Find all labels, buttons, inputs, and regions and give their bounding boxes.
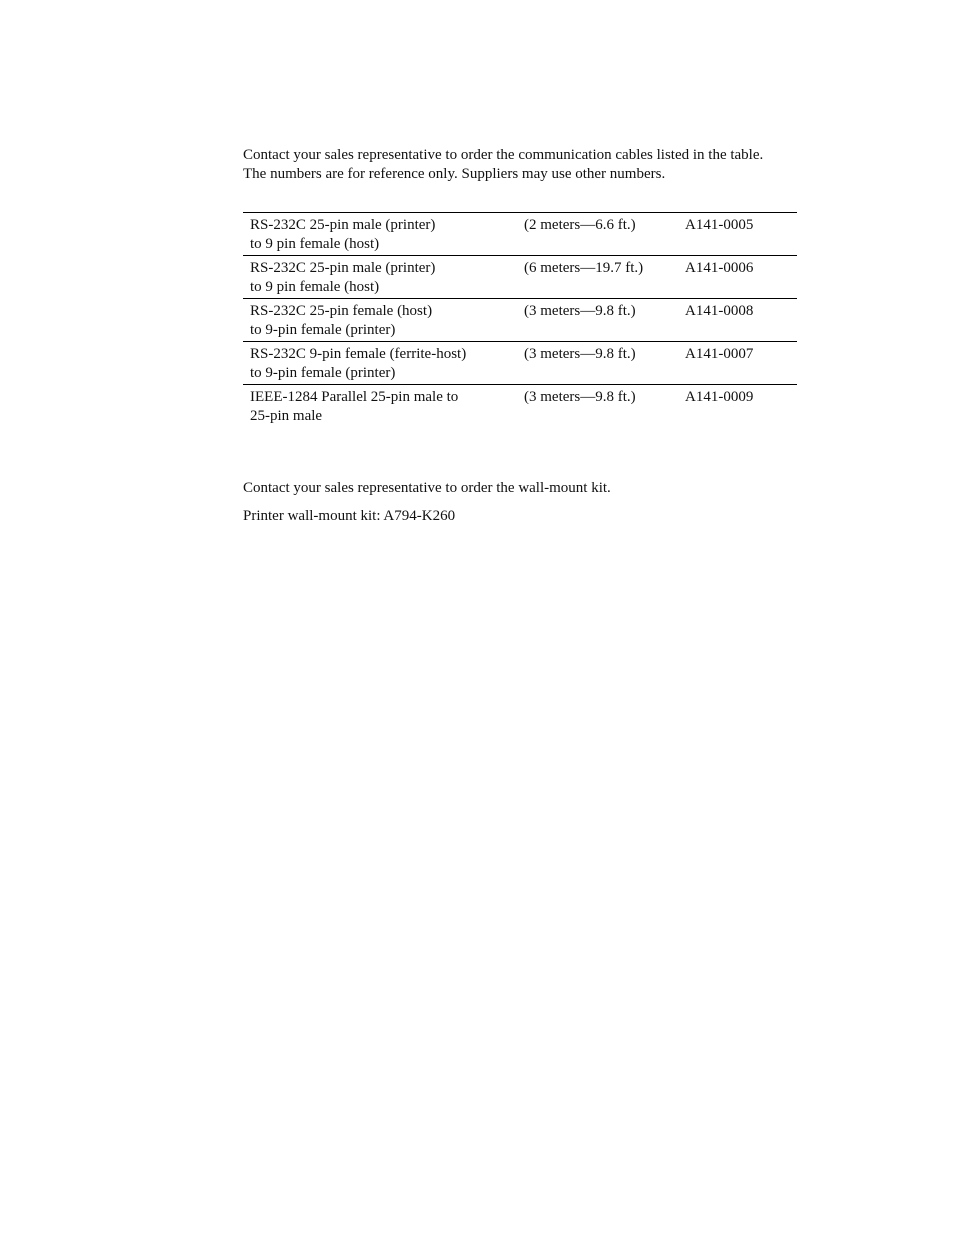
cable-description-line-1: RS-232C 25-pin male (printer) xyxy=(250,217,436,233)
cable-description xyxy=(243,213,524,256)
cable-part-number: A141-0006 xyxy=(685,260,754,276)
cable-length: (3 meters—9.8 ft.) xyxy=(524,346,636,362)
table-row xyxy=(243,385,797,428)
cable-description-line-1: RS-232C 25-pin female (host) xyxy=(250,303,433,319)
cable-description xyxy=(243,342,524,385)
cable-length: (2 meters—6.6 ft.) xyxy=(524,217,636,233)
cable-description-line-1: RS-232C 25-pin male (printer) xyxy=(250,260,436,276)
cable-length: (6 meters—19.7 ft.) xyxy=(524,260,644,276)
cables-intro-line-2: The numbers are for reference only. Suppliers may use other numbers. xyxy=(243,165,666,182)
cable-part-number: A141-0005 xyxy=(685,217,754,233)
cable-description-line-1: RS-232C 9-pin female (ferrite-host) xyxy=(250,346,467,362)
cable-description xyxy=(243,256,524,299)
cable-table xyxy=(243,212,797,428)
cable-description-line-2: 25-pin male xyxy=(250,408,323,424)
table-row xyxy=(243,213,797,256)
wallmount-intro-text: Contact your sales representative to order the wall-mount kit. xyxy=(243,480,611,496)
cable-part-number: A141-0008 xyxy=(685,303,754,319)
cable-description xyxy=(243,385,524,428)
cable-description-line-2: to 9 pin female (host) xyxy=(250,279,380,295)
cable-description-line-1: IEEE-1284 Parallel 25-pin male to xyxy=(250,389,459,405)
cable-part-number: A141-0007 xyxy=(685,346,754,362)
cable-length: (3 meters—9.8 ft.) xyxy=(524,389,636,405)
cable-length: (3 meters—9.8 ft.) xyxy=(524,303,636,319)
table-row xyxy=(243,342,797,385)
cable-description-line-2: to 9 pin female (host) xyxy=(250,236,380,252)
table-row xyxy=(243,299,797,342)
cable-description xyxy=(243,299,524,342)
table-row xyxy=(243,256,797,299)
wallmount-kit-part-number: Printer wall-mount kit: A794-K260 xyxy=(243,508,456,524)
cable-description-line-2: to 9-pin female (printer) xyxy=(250,322,396,338)
cables-intro-line-1: Contact your sales representative to order the communication cables listed in the table. xyxy=(243,147,764,163)
cable-description-line-2: to 9-pin female (printer) xyxy=(250,365,396,381)
cable-part-number: A141-0009 xyxy=(685,389,754,405)
cables-intro-paragraph xyxy=(243,146,883,183)
